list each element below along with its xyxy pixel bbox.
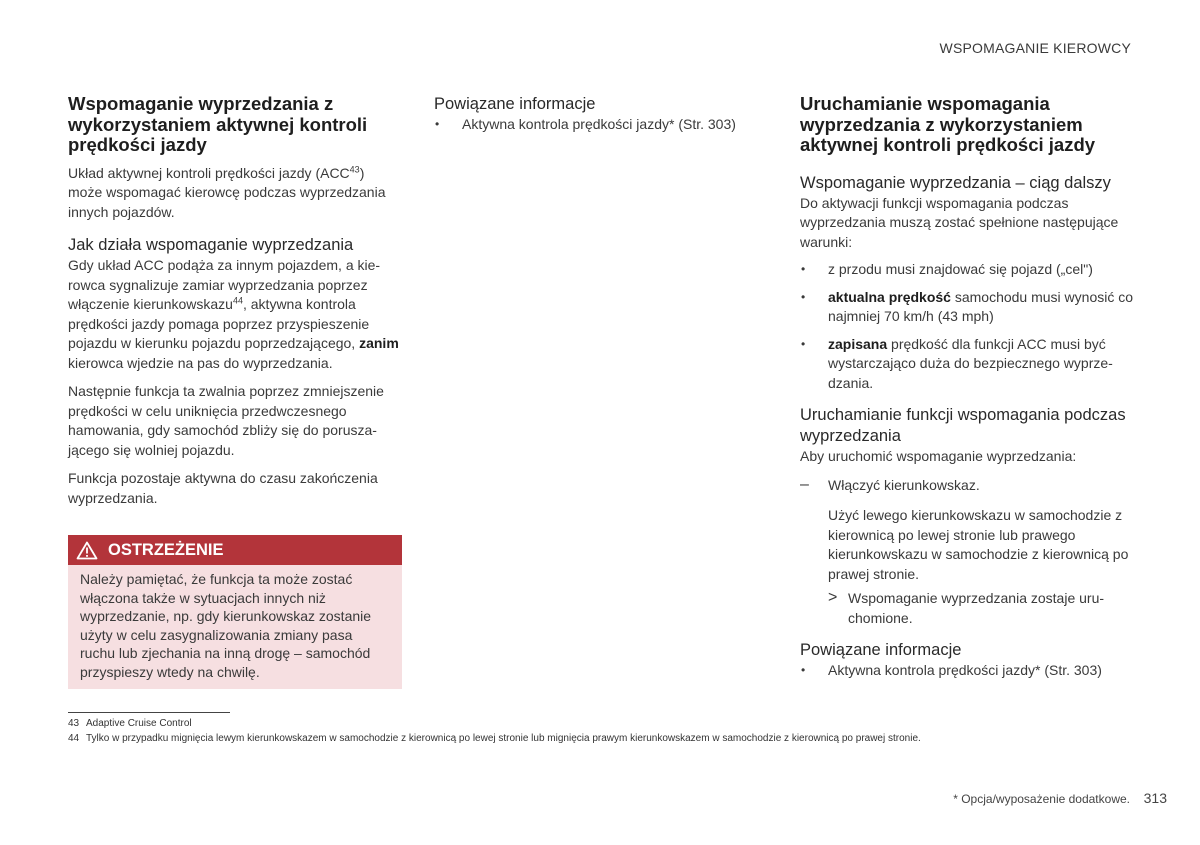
related-info-link-2[interactable]: • Aktywna kontrola prędkości jazdy* (Str. 303) — [801, 662, 1102, 678]
subheading-continued: Wspomaganie wyprzedzania – ciąg dalszy — [800, 173, 1111, 192]
step-note: Użyć lewego kierunkowskazu w samochodzie z kierownicą po lewej stronie lub prawego kierunkowskazu w samochodzie z kierownicą po prawej stronie. — [828, 507, 1129, 582]
footnote-44: 44 Tylko w przypadku mignięcia lewym kierunkowskazem w samochodzie z kierownicą po lewej stronie lub mignięcia prawym kierunkowskazem w samochodzie z kierownicą po prawej stronie. — [68, 733, 921, 744]
optional-equipment-note: * Opcja/wyposażenie dodatkowe. — [953, 792, 1130, 806]
step-result: > Wspomaganie wyprzedzania zostaje uruchomione. — [828, 589, 1105, 626]
column-middle — [434, 94, 764, 135]
footnote-divider — [68, 712, 230, 713]
footnote-ref-43[interactable]: 43 — [349, 163, 360, 174]
article-title-2: Uruchamianie wspomagania wyprzedzania z wykorzystaniem aktywnej kontroli prędkości jazdy — [800, 93, 1096, 155]
body-paragraph-3: Funkcja pozostaje aktywna do czasu zakończenia wyprzedzania. — [68, 470, 378, 506]
page-number: 313 — [1143, 790, 1167, 806]
related-info-heading-2: Powiązane informacje — [800, 641, 962, 659]
related-info-heading: Powiązane informacje — [434, 95, 596, 113]
conditions-intro: Do aktywacji funkcji wspomagania podczas wyprzedzania muszą zostać spełnione następujące warunki: — [800, 194, 1119, 250]
step-item: – Włączyć kierunkowskaz. Użyć lewego kierunkowskazu w samochodzie z kierownicą po lewej stronie lub prawego kierunkowskazu w samochodzie z kierownicą po prawej stronie. — [800, 476, 1136, 585]
column-right — [800, 94, 1136, 681]
warning-text: Należy pamiętać, że funkcja ta może zostać włączona także w sytuacjach innych niż wyprzedzanie, np. gdy kierunkowskaz zostanie użyty w celu zasygnalizowania zmiany pasa ruchu lub zjechania na inną drogę – samochód przyspieszy wtedy na chwilę. — [68, 565, 402, 689]
warning-header — [68, 535, 402, 565]
body-paragraph-2: Następnie funkcja ta zwalnia poprzez zmniejszenie prędkości w celu uniknięcia przedwczesnego hamowania, gdy samochód zbliży się do poruszającego się wolniej pojazdu. — [68, 383, 384, 458]
article-title: Wspomaganie wyprzedzania z wykorzystaniem aktywnej kontroli prędkości jazdy — [68, 93, 368, 155]
activation-intro: Aby uruchomić wspomaganie wyprzedzania: — [800, 448, 1077, 464]
section-heading: Jak działa wspomaganie wyprzedzania — [68, 236, 354, 254]
warning-title: OSTRZEŻENIE — [108, 540, 224, 559]
related-info-link[interactable]: • Aktywna kontrola prędkości jazdy* (Str. 303) — [435, 116, 736, 132]
footnote-43: 43 Adaptive Cruise Control — [68, 718, 192, 729]
list-item: • aktualna prędkość samochodu musi wynosić co najmniej 70 km/h (43 mph) — [801, 288, 1134, 324]
subheading-activation: Uruchamianie funkcji wspomagania podczas wyprzedzania — [800, 406, 1126, 445]
warning-triangle-icon — [76, 541, 98, 560]
body-paragraph-1: Gdy układ ACC podąża za innym pojazdem, a kierowca sygnalizuje zamiar wyprzedzania poprzez włączenie kierunkowskazu$^{44}$, aktywna kontrola prędkości jazdy pomaga poprzez przyspieszenie pojazdu w kierunku pojazdu poprzedzającego, zanim kierowca wjedzie na pas do wyprzedzania. — [68, 257, 399, 371]
footnote-ref-44[interactable]: 44 — [232, 295, 243, 306]
conditions-list — [800, 260, 1136, 393]
list-item: • z przodu musi znajdować się pojazd („cel") — [801, 261, 1093, 277]
warning-box — [68, 535, 402, 689]
column-left — [68, 94, 402, 689]
intro-paragraph: Układ aktywnej kontroli prędkości jazdy (ACC$^{43}$) może wspomagać kierowcę podczas wyprzedzania innych pojazdów. — [68, 163, 386, 220]
section-header: WSPOMAGANIE KIEROWCY — [939, 40, 1131, 56]
list-item: • zapisana prędkość dla funkcji ACC musi być wystarczająco duża do bezpiecznego wyprzedzania. — [801, 335, 1113, 391]
